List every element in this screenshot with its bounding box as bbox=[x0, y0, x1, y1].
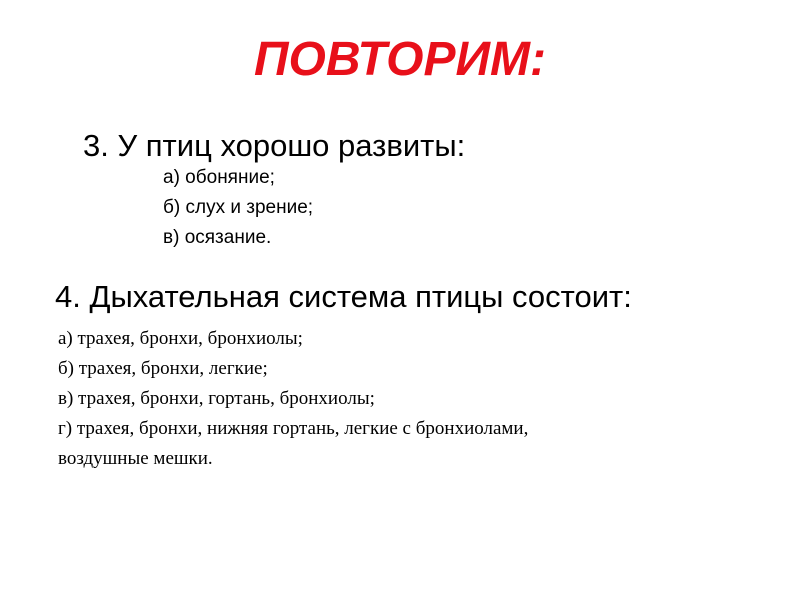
question-3-option-c: в) осязание. bbox=[163, 227, 272, 248]
question-4-options bbox=[58, 324, 528, 474]
question-4-option-d: г) трахея, бронхи, нижняя гортань, легкие с бронхиолами, bbox=[58, 418, 529, 439]
question-3-option-a: а) обоняние; bbox=[163, 167, 275, 188]
question-4-option-a: а) трахея, бронхи, бронхиолы; bbox=[58, 328, 303, 349]
question-3-text: 3. У птиц хорошо развиты: bbox=[83, 128, 466, 163]
question-4-text: 4. Дыхательная система птицы состоит: bbox=[55, 279, 632, 314]
question-4-option-d-continued: воздушные мешки. bbox=[58, 448, 213, 469]
question-3-options bbox=[163, 163, 313, 253]
question-3-option-b: б) слух и зрение; bbox=[163, 197, 314, 218]
slide-title: ПОВТОРИМ: bbox=[253, 33, 547, 86]
question-4-option-c: в) трахея, бронхи, гортань, бронхиолы; bbox=[58, 388, 375, 409]
question-4-option-b: б) трахея, бронхи, легкие; bbox=[58, 358, 268, 379]
